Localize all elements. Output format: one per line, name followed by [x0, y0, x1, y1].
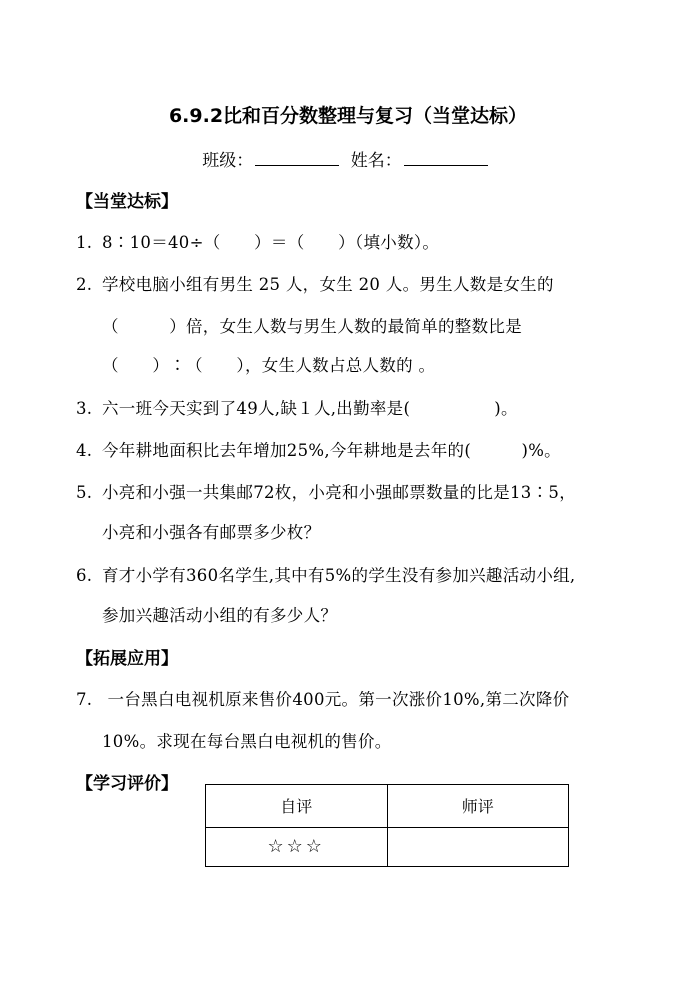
- question-5-line-2: 小亮和小强各有邮票多少枚？: [102, 523, 321, 542]
- question-text: 六一班今天实到了49人,缺１人,出勤率是( )。: [102, 399, 518, 418]
- question-number: 3.: [76, 399, 93, 418]
- question-number: 4.: [76, 441, 93, 460]
- question-3: [76, 395, 518, 419]
- name-blank[interactable]: [404, 149, 488, 166]
- question-text: 学校电脑小组有男生 25 人，女生 20 人。男生人数是女生的: [102, 275, 554, 294]
- question-4: [76, 437, 561, 461]
- section-heading-extension: 【拓展应用】: [76, 649, 178, 669]
- question-number: 5.: [76, 483, 93, 502]
- evaluation-table: [205, 784, 569, 867]
- question-2-line-2: （ ）倍，女生人数与男生人数的最简单的整数比是: [102, 317, 522, 336]
- question-text: 一台黑白电视机原来售价400元。第一次涨价10%,第二次降价: [102, 690, 570, 709]
- question-text: 8∶10＝40÷（ ）＝（ ）（填小数）。: [102, 233, 440, 252]
- student-info: [0, 146, 696, 171]
- header-self-evaluation: 自评: [206, 785, 388, 828]
- teacher-rating-cell[interactable]: [387, 827, 569, 866]
- table-row: [206, 785, 569, 828]
- name-label: 姓名：: [350, 151, 402, 171]
- question-1: [76, 229, 439, 253]
- question-number: 2.: [76, 275, 93, 294]
- section-heading-evaluation: 【学习评价】: [76, 774, 178, 794]
- header-teacher-evaluation: 师评: [387, 785, 569, 828]
- question-number: 7.: [76, 690, 93, 709]
- section-heading-practice: 【当堂达标】: [76, 192, 178, 212]
- question-text: 今年耕地面积比去年增加25%,今年耕地是去年的( )%。: [102, 441, 561, 460]
- question-6-line-2: 参加兴趣活动小组的有多少人？: [102, 606, 338, 625]
- question-5: [76, 479, 576, 503]
- question-2-line-3: （ ）∶（ ），女生人数占总人数的 。: [102, 356, 436, 375]
- question-text: 小亮和小强一共集邮72枚，小亮和小强邮票数量的比是13∶5，: [102, 483, 576, 502]
- question-text: 育才小学有360名学生,其中有5%的学生没有参加兴趣活动小组,: [102, 566, 576, 585]
- question-6: [76, 562, 575, 586]
- question-2: [76, 271, 554, 295]
- class-label: 班级：: [202, 151, 254, 171]
- question-7-line-2: 10%。求现在每台黑白电视机的售价。: [102, 732, 392, 751]
- question-number: 6.: [76, 566, 93, 585]
- question-number: 1.: [76, 233, 93, 252]
- question-7: [76, 686, 569, 710]
- page-title: 6.9.2比和百分数整理与复习（当堂达标）: [168, 105, 528, 127]
- table-row: [206, 827, 569, 866]
- class-blank[interactable]: [255, 149, 339, 166]
- self-rating-stars[interactable]: ☆☆☆: [206, 827, 388, 866]
